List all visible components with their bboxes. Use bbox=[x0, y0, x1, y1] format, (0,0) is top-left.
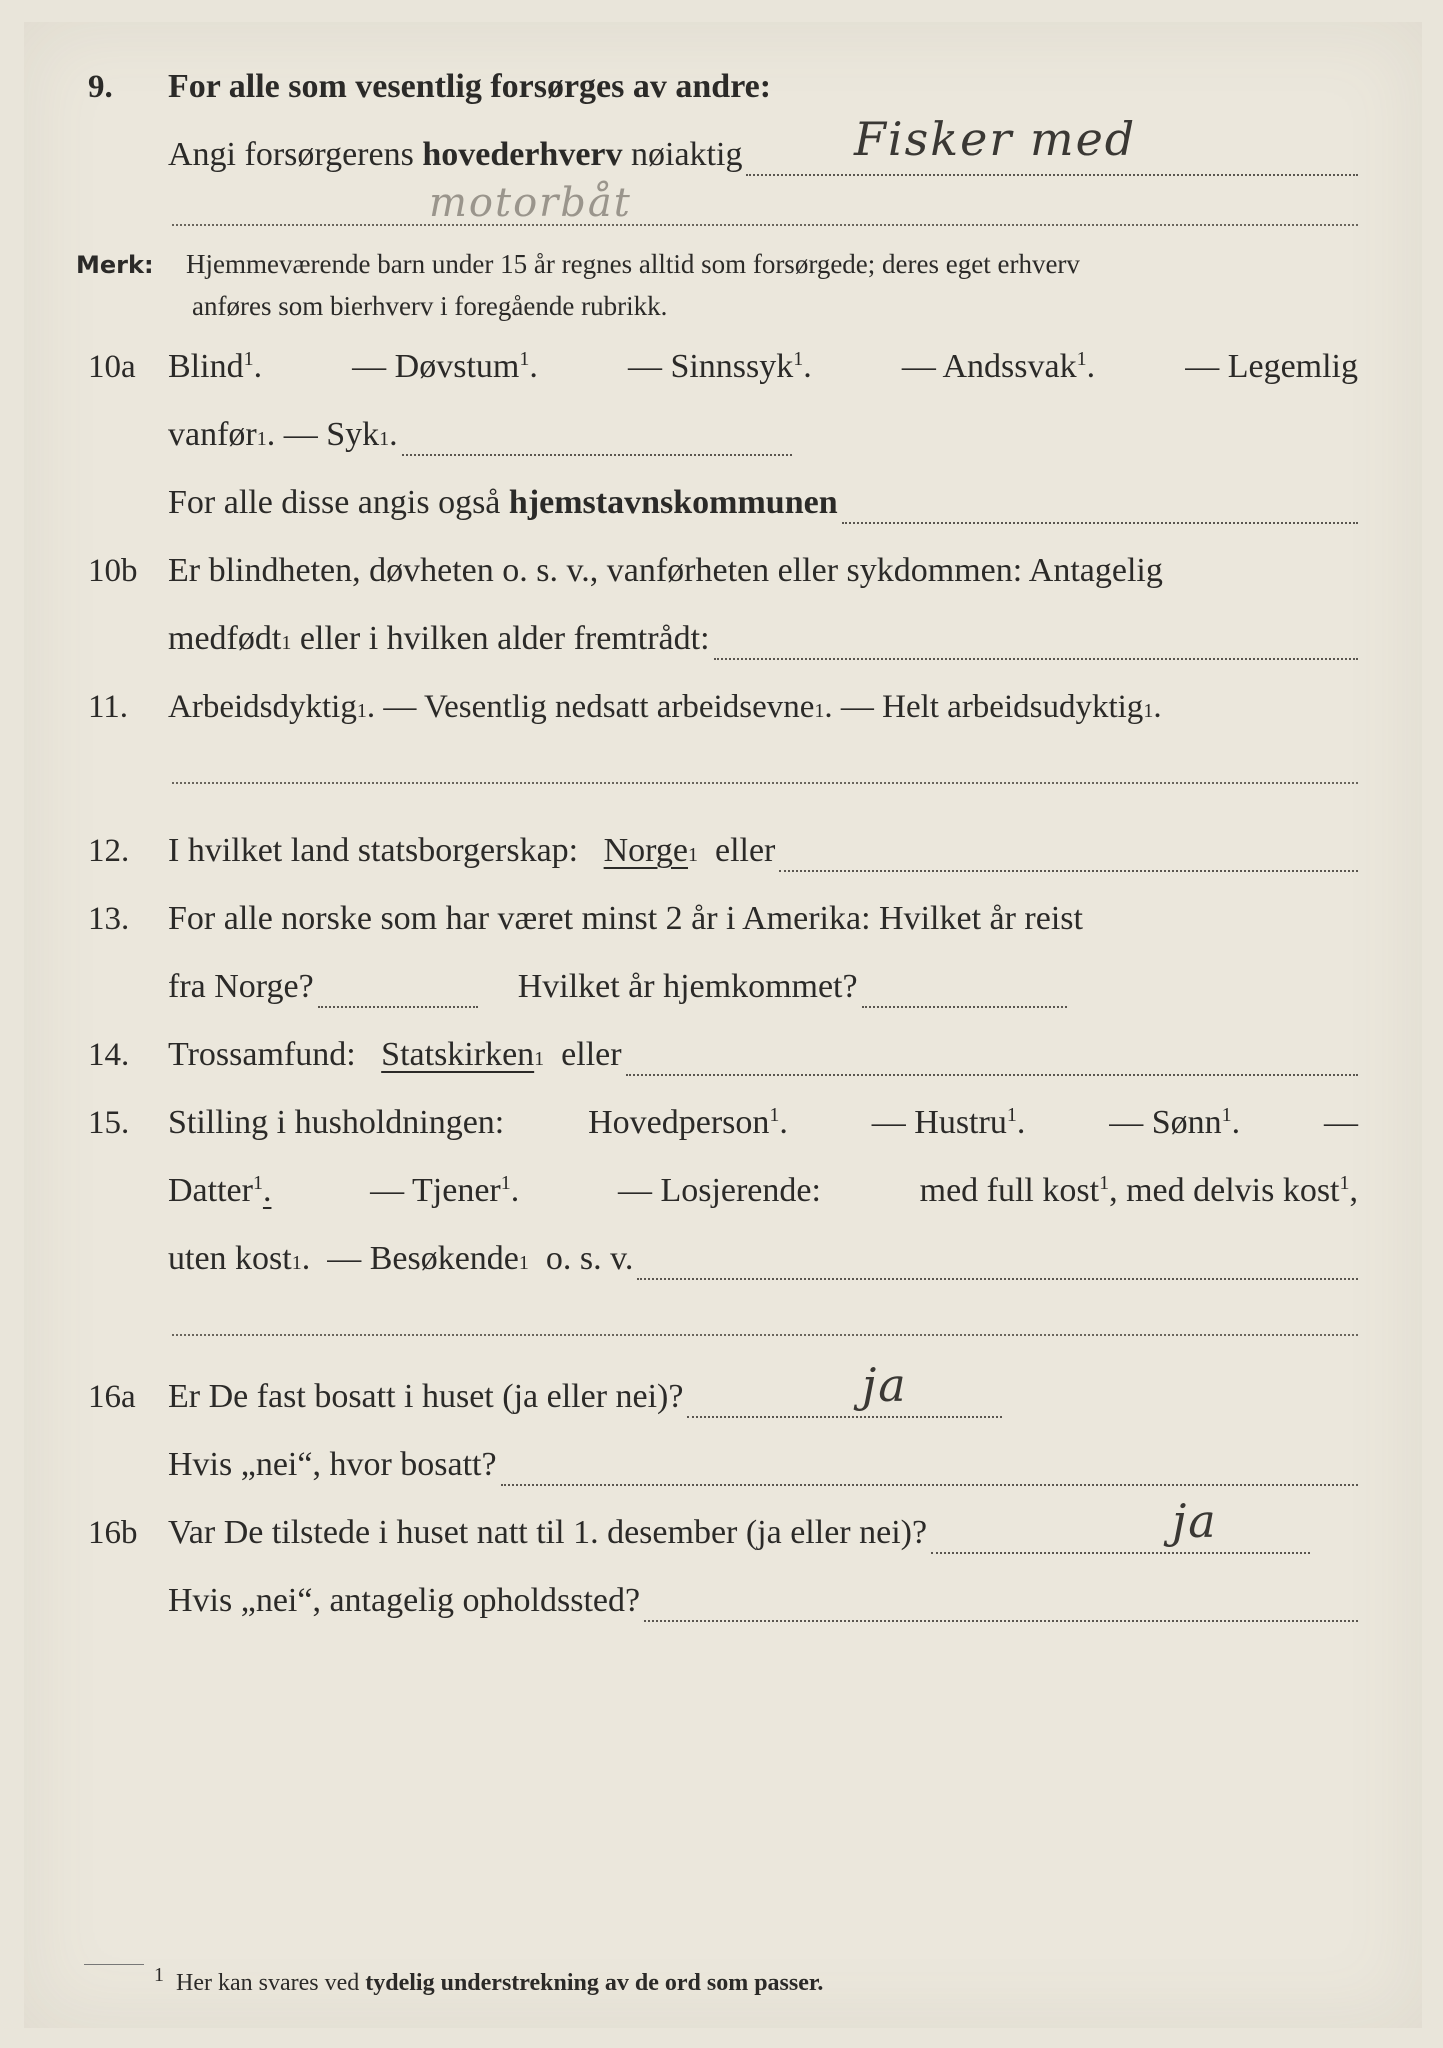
q9-answer-line[interactable] bbox=[746, 172, 1358, 176]
q10a-hjemstavn-bold: hjemstavnskommunen bbox=[508, 484, 838, 521]
q10a-hjemstavn-prompt: For alle disse angis også bbox=[168, 484, 501, 521]
q11-arbeidsdyktig: Arbeidsdyktig bbox=[168, 689, 357, 725]
q10a-row-2: vanfør 1 . — Syk 1 . bbox=[24, 410, 1422, 460]
merk-note bbox=[76, 244, 1358, 285]
q10b-alder: eller i hvilken alder fremtrådt: bbox=[299, 620, 710, 657]
q13-reist-answer-line[interactable] bbox=[318, 1004, 478, 1008]
merk-text-1: Hjemmeværende barn under 15 år regnes alltid som forsørgede; deres eget erhverv bbox=[186, 249, 1080, 279]
q9-handwritten-answer: Fisker med bbox=[854, 112, 1137, 166]
q12-question: I hvilket land statsborgerskap: bbox=[168, 832, 579, 869]
q11-number: 11. bbox=[88, 689, 129, 725]
q15-row-3: uten kost 1 . — Besøkende 1 o. s. v. bbox=[24, 1234, 1422, 1284]
q11-nedsatt: — Vesentlig nedsatt arbeidsevne bbox=[383, 689, 815, 725]
q16a-answer-line[interactable] bbox=[687, 1414, 1002, 1418]
footnote-marker: 1 bbox=[154, 1964, 164, 1986]
q10a-row-1: 10a Blind1. — Døvstum1. — Sinnssyk1. — Andssvak1. — Legemlig bbox=[24, 342, 1422, 392]
q15-losjerende: — Losjerende: bbox=[617, 1172, 821, 1209]
q10a-vanfor: vanfør bbox=[168, 416, 257, 453]
footnote bbox=[154, 1964, 824, 1997]
q10a-hjemstavn-answer-line[interactable] bbox=[842, 520, 1358, 524]
q9-answer-line-2[interactable] bbox=[172, 224, 1358, 226]
q16a-bosatt-question: Hvis „nei“, hvor bosatt? bbox=[168, 1446, 497, 1483]
q10b-number: 10b bbox=[88, 553, 138, 589]
q12-answer-line[interactable] bbox=[779, 868, 1358, 872]
q10b-row-2: medfødt 1 eller i hvilken alder fremtrådt: bbox=[24, 614, 1422, 664]
footnote-bold-text: tydelig understrekning av de ord som passer. bbox=[365, 1970, 824, 1996]
q9-row-1 bbox=[24, 62, 1422, 112]
q13-question: For alle norske som har været minst 2 år i Amerika: Hvilket år reist bbox=[168, 900, 1083, 937]
q14-row: 14. Trossamfund: Statskirken 1 eller bbox=[24, 1030, 1422, 1080]
q15-stilling: Stilling i husholdningen: bbox=[168, 1104, 505, 1141]
q15-tjener: — Tjener bbox=[370, 1172, 501, 1209]
q9-row-2 bbox=[24, 130, 1422, 180]
q12-number: 12. bbox=[88, 833, 130, 869]
q12-answer-norge: Norge bbox=[603, 832, 688, 869]
q15-delvis-kost: , med delvis kost bbox=[1109, 1172, 1340, 1209]
q14-question: Trossamfund: bbox=[168, 1036, 356, 1073]
q13-number: 13. bbox=[88, 901, 130, 937]
q10a-blind: Blind bbox=[168, 348, 244, 385]
q16a-bosatt-answer-line[interactable] bbox=[501, 1482, 1358, 1486]
q12-row: 12. I hvilket land statsborgerskap: Norge 1 eller bbox=[24, 826, 1422, 876]
q10a-number: 10a bbox=[88, 349, 136, 385]
q10a-sinnssyk: — Sinnssyk bbox=[627, 348, 794, 385]
q15-answer-datter: Datter bbox=[168, 1172, 253, 1209]
q9-prompt-end: nøiaktig bbox=[631, 136, 743, 173]
q14-answer-statskirken: Statskirken bbox=[381, 1036, 535, 1073]
q15-osv: o. s. v. bbox=[545, 1240, 634, 1277]
q11-udyktig: — Helt arbeidsudyktig bbox=[840, 689, 1144, 725]
merk-note-2 bbox=[192, 286, 1358, 326]
q15-hovedperson: Hovedperson bbox=[588, 1104, 770, 1141]
q13-hjemkommet: Hvilket år hjemkommet? bbox=[517, 968, 858, 1005]
q16a-row-1 bbox=[24, 1372, 1422, 1422]
q10a-andssvak: — Andssvak bbox=[901, 348, 1077, 385]
q16b-handwritten-answer: ja bbox=[1172, 1494, 1218, 1548]
q15-besokende: — Besøkende bbox=[327, 1240, 519, 1277]
q10a-dovstum: — Døvstum bbox=[352, 348, 520, 385]
q10b-answer-line[interactable] bbox=[714, 656, 1358, 660]
q16b-question: Var De tilstede i huset natt til 1. desember (ja eller nei)? bbox=[168, 1514, 928, 1551]
q16a-question: Er De fast bosatt i huset (ja eller nei)? bbox=[168, 1378, 684, 1415]
q16b-opholdssted-answer-line[interactable] bbox=[644, 1618, 1358, 1622]
q10a-row-3 bbox=[24, 478, 1422, 528]
q14-eller: eller bbox=[561, 1036, 622, 1073]
q10b-medfodt: medfødt bbox=[168, 620, 282, 657]
q9-handwritten-answer-2: motorbåt bbox=[429, 180, 632, 226]
q10a-legemlig: — Legemlig bbox=[1185, 348, 1358, 385]
q15-uten-kost: uten kost bbox=[168, 1240, 292, 1277]
q15-row-2: Datter1. — Tjener1. — Losjerende: med full kost1, med delvis kost1, bbox=[24, 1166, 1422, 1216]
q15-row-1: 15. Stilling i husholdningen: Hovedperson1. — Hustru1. — Sønn1. — bbox=[24, 1098, 1422, 1148]
footnote-text: Her kan svares ved bbox=[176, 1970, 360, 1996]
q16b-opholdssted-question: Hvis „nei“, antagelig opholdssted? bbox=[168, 1582, 641, 1619]
census-form-page bbox=[24, 22, 1422, 2028]
q9-number: 9. bbox=[88, 69, 113, 105]
footnote-rule bbox=[84, 1964, 144, 1965]
q15-sonn: — Sønn bbox=[1109, 1104, 1222, 1141]
q15-answer-line-2[interactable] bbox=[172, 1334, 1358, 1336]
q10a-syk: — Syk bbox=[283, 416, 380, 453]
q13-hjemkommet-answer-line[interactable] bbox=[862, 1004, 1067, 1008]
q16a-number: 16a bbox=[88, 1379, 136, 1415]
q9-prompt-bold: hovederhverv bbox=[422, 136, 623, 173]
merk-label: Merk: bbox=[76, 251, 154, 279]
q9-prompt: Angi forsørgerens bbox=[168, 136, 414, 173]
q16a-handwritten-answer: ja bbox=[862, 1358, 908, 1412]
q15-dash: — bbox=[1323, 1104, 1358, 1141]
q14-number: 14. bbox=[88, 1037, 130, 1073]
q15-full-kost: med full kost bbox=[919, 1172, 1100, 1209]
merk-text-2: anføres som bierhverv i foregående rubrikk. bbox=[192, 291, 668, 321]
q14-answer-line[interactable] bbox=[626, 1072, 1358, 1076]
q11-row: 11. Arbeidsdyktig 1 . — Vesentlig nedsatt arbeidsevne 1 . — Helt arbeidsudyktig 1 . bbox=[24, 682, 1422, 732]
q15-number: 15. bbox=[88, 1105, 130, 1141]
q16b-answer-line[interactable] bbox=[931, 1550, 1310, 1554]
q16a-row-2 bbox=[24, 1440, 1422, 1490]
q13-row-2 bbox=[24, 962, 1422, 1012]
q16b-row-2 bbox=[24, 1576, 1422, 1626]
q11-answer-line[interactable] bbox=[172, 782, 1358, 784]
q15-hustru: — Hustru bbox=[871, 1104, 1007, 1141]
q15-answer-line[interactable] bbox=[637, 1276, 1358, 1280]
q13-reist: fra Norge? bbox=[168, 968, 314, 1005]
q10a-syk-answer-line[interactable] bbox=[402, 452, 792, 456]
q12-eller: eller bbox=[714, 832, 776, 869]
q13-row-1 bbox=[24, 894, 1422, 944]
q10b-row-1 bbox=[24, 546, 1422, 596]
q10b-question: Er blindheten, døvheten o. s. v., vanførheten eller sykdommen: Antagelig bbox=[168, 552, 1163, 589]
q9-heading: For alle som vesentlig forsørges av andre: bbox=[168, 68, 772, 105]
q16b-number: 16b bbox=[88, 1515, 138, 1551]
